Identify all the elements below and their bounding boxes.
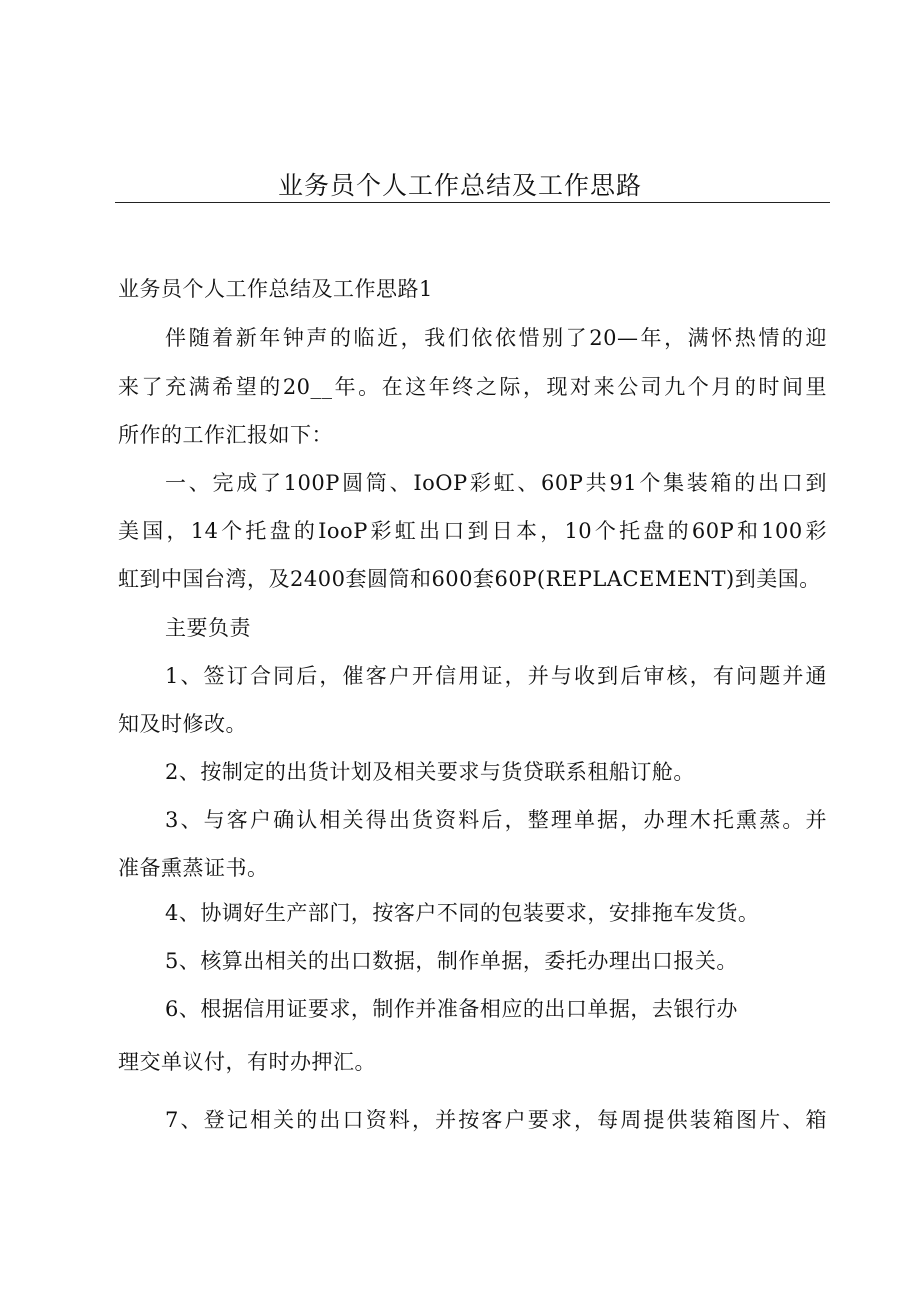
- paragraph-line: 伴随着新年钟声的临近，我们依依惜别了20—年，满怀热情的迎: [165, 326, 827, 350]
- paragraph-line: 一、完成了100P圆筒、IoOP彩虹、60P共91个集装箱的出口到: [165, 471, 827, 495]
- list-item-continuation: 理交单议付，有时办押汇。: [118, 1050, 376, 1074]
- section-heading: 业务员个人工作总结及工作思路1: [118, 277, 433, 301]
- list-item: 6、根据信用证要求，制作并准备相应的出口单据，去银行办: [165, 997, 738, 1021]
- document-title: 业务员个人工作总结及工作思路: [277, 171, 642, 200]
- title-underline: [115, 202, 830, 203]
- paragraph-line: 美国，14个托盘的IooP彩虹出口到日本，10个托盘的60P和100彩: [118, 519, 827, 543]
- paragraph-line: 所作的工作汇报如下：: [118, 423, 333, 447]
- list-item: 1、签订合同后，催客户开信用证，并与收到后审核，有问题并通: [165, 664, 827, 688]
- list-item: 2、按制定的出货计划及相关要求与货贷联系租船订舱。: [165, 760, 695, 784]
- list-item: 3、与客户确认相关得出货资料后，整理单据，办理木托熏蒸。并: [165, 808, 827, 832]
- paragraph-line: 虹到中国台湾，及2400套圆筒和600套60P(REPLACEMENT)到美国。: [118, 567, 821, 591]
- list-item-continuation: 准备熏蒸证书。: [118, 856, 269, 880]
- paragraph-line: 主要负责: [165, 616, 251, 640]
- list-item: 5、核算出相关的出口数据，制作单据，委托办理出口报关。: [165, 949, 738, 973]
- paragraph-line: 来了充满希望的20__年。在这年终之际，现对来公司九个月的时间里: [118, 375, 827, 399]
- list-item: 7、登记相关的出口资料，并按客户要求，每周提供装箱图片、箱: [165, 1108, 827, 1132]
- list-item-continuation: 知及时修改。: [118, 712, 247, 736]
- list-item: 4、协调好生产部门，按客户不同的包装要求，安排拖车发货。: [165, 901, 760, 925]
